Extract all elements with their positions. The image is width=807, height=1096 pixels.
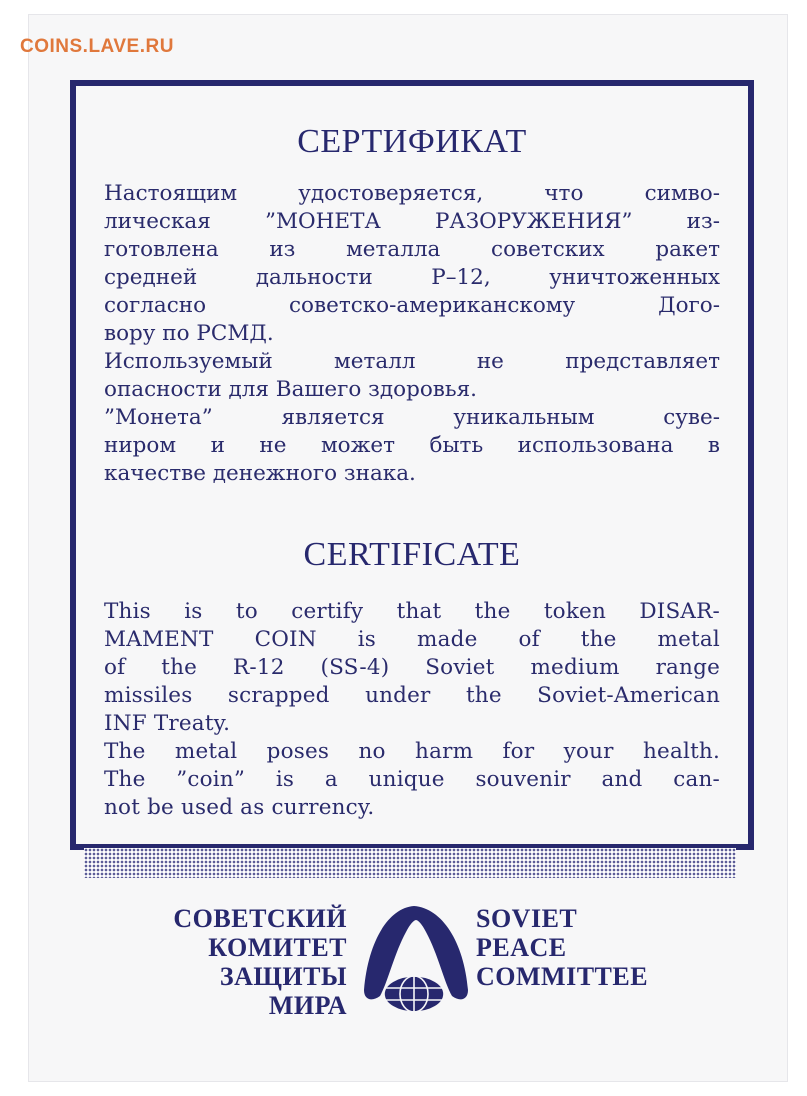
title-ru: СЕРТИФИКАТ bbox=[297, 123, 527, 160]
body-en-line: INF Treaty. bbox=[104, 711, 231, 736]
watermark: COINS.LAVE.RU bbox=[20, 36, 174, 57]
certificate-frame bbox=[70, 80, 754, 850]
body-ru-line: согласно советско-американскому Дого- bbox=[104, 293, 720, 318]
body-en-line: missiles scrapped under the Soviet-American bbox=[104, 683, 720, 708]
halftone-shadow-band bbox=[84, 848, 736, 878]
body-ru-line: средней дальности Р–12, уничтоженных bbox=[104, 265, 720, 290]
body-en-line: not be used as currency. bbox=[104, 795, 375, 820]
org-ru-line: КОМИТЕТ bbox=[208, 933, 347, 962]
body-ru-line: качестве денежного знака. bbox=[104, 461, 416, 486]
body-ru-line: ”Монета” является уникальным суве- bbox=[104, 405, 720, 430]
organization-name-en bbox=[476, 904, 648, 991]
org-en-line: COMMITTEE bbox=[476, 962, 649, 991]
body-ru-line: ниром и не может быть использована в bbox=[104, 433, 720, 458]
body-ru bbox=[104, 180, 720, 488]
body-en-line: This is to certify that the token DISAR- bbox=[104, 599, 720, 624]
org-ru-line: ЗАЩИТЫ bbox=[219, 962, 347, 991]
body-ru-line: готовлена из металла советских ракет bbox=[104, 237, 720, 262]
org-ru-line: МИРА bbox=[268, 991, 347, 1020]
body-en-line: MAMENT COIN is made of the metal bbox=[104, 627, 720, 652]
body-en-line: The metal poses no harm for your health. bbox=[104, 739, 720, 764]
title-en: CERTIFICATE bbox=[303, 536, 521, 573]
org-en-line: PEACE bbox=[476, 933, 567, 962]
body-ru-line: опасности для Вашего здоровья. bbox=[104, 377, 477, 402]
body-ru-line: лическая ”МОНЕТА РАЗОРУЖЕНИЯ” из- bbox=[104, 209, 720, 234]
org-en-line: SOVIET bbox=[476, 904, 578, 933]
body-en-line: The ”coin” is a unique souvenir and can- bbox=[104, 767, 720, 792]
body-ru-line: Используемый металл не представляет bbox=[104, 349, 720, 374]
body-ru-line: вору по РСМД. bbox=[104, 321, 274, 346]
peace-committee-emblem-icon bbox=[358, 902, 470, 1016]
org-ru-line: СОВЕТСКИЙ bbox=[173, 904, 347, 933]
body-ru-line: Настоящим удостоверяется, что симво- bbox=[104, 181, 720, 206]
body-en bbox=[104, 598, 720, 822]
organization-name-ru bbox=[173, 904, 347, 1020]
body-en-line: of the R-12 (SS-4) Soviet medium range bbox=[104, 655, 720, 680]
